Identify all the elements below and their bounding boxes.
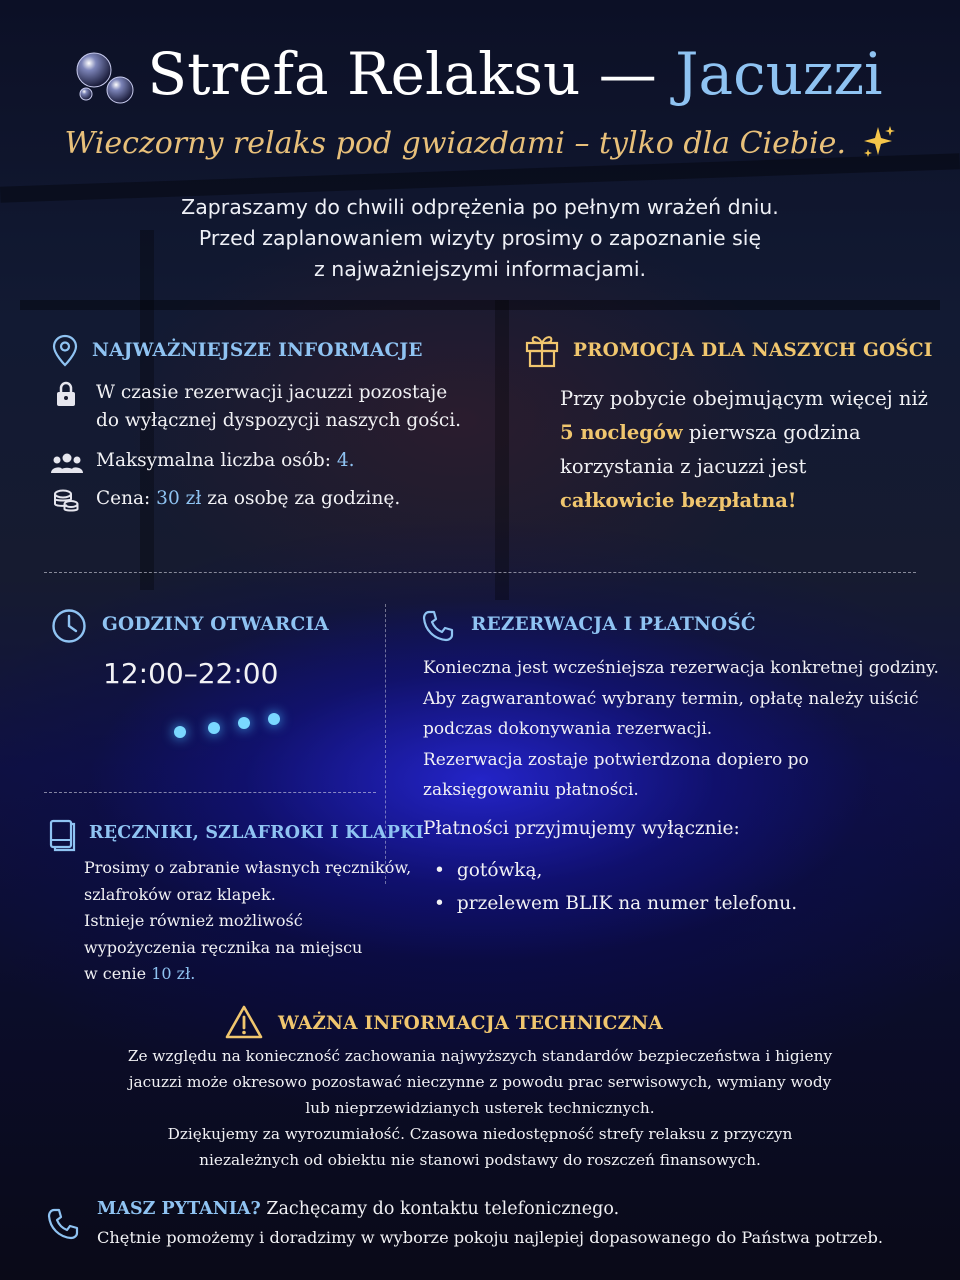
coins-icon <box>53 488 79 514</box>
hours-title: GODZINY OTWARCIA <box>102 614 329 635</box>
towels-line: szlafroków oraz klapek. <box>84 884 276 904</box>
section-divider <box>44 572 916 573</box>
intro-line: Przed zaplanowaniem wizyty prosimy o zapoznanie się <box>198 226 762 250</box>
reservation-line: podczas dokonywania rezerwacji. <box>423 719 713 739</box>
info-title: NAJWAŻNIEJSZE INFORMACJE <box>92 340 423 361</box>
clock-icon <box>51 608 87 644</box>
info-item-price <box>96 488 400 509</box>
promo-free: całkowicie bezpłatna! <box>560 489 797 512</box>
people-icon <box>51 452 83 474</box>
info-item-max-persons <box>96 450 355 471</box>
warning-icon <box>224 1004 264 1040</box>
technical-line: niezależnych od obiektu nie stanowi podstawy do roszczeń finansowych. <box>199 1151 761 1169</box>
jacuzzi-light <box>238 717 250 729</box>
reservation-line: Konieczna jest wcześniejsza rezerwacja konkretnej godziny. <box>423 658 939 678</box>
towel-icon <box>47 818 77 852</box>
payment-item: • przelewem BLIK na numer telefonu. <box>434 887 797 920</box>
info-item-line: W czasie rezerwacji jacuzzi pozostaje <box>96 382 448 403</box>
promo-line <box>560 484 928 518</box>
intro-line: Zapraszamy do chwili odprężenia po pełnym wrażeń dniu. <box>181 195 779 219</box>
page-title <box>0 40 960 108</box>
title-highlight: Jacuzzi <box>675 40 883 108</box>
price-value: 30 zł <box>156 488 202 509</box>
promo-line: korzystania z jacuzzi jest <box>560 455 807 478</box>
payments-list <box>434 854 797 920</box>
towels-line: Istnieje również możliwość <box>84 911 303 930</box>
towel-price-value: 10 zł. <box>151 964 196 983</box>
reservation-title: REZERWACJA I PŁATNOŚĆ <box>471 614 756 635</box>
phone-icon <box>421 609 455 643</box>
payment-item: • gotówką, <box>434 854 797 887</box>
promo-nights: 5 noclegów <box>560 421 683 444</box>
towels-line: Prosimy o zabranie własnych ręczników, <box>84 858 412 877</box>
reservation-line: Rezerwacja zostaje potwierdzona dopiero po <box>423 749 809 770</box>
gift-icon <box>524 332 560 368</box>
towels-text <box>84 855 411 988</box>
info-item-line: do wyłącznej dyspozycji naszych gości. <box>96 410 462 431</box>
section-divider <box>44 792 376 793</box>
towel-price-label: w cenie <box>84 964 147 983</box>
phone-icon <box>46 1207 80 1241</box>
contact-text: Zachęcamy do kontaktu telefonicznego. <box>266 1199 620 1219</box>
jacuzzi-light <box>268 713 280 725</box>
intro-text <box>0 192 960 285</box>
price-suffix: za osobę za godzinę. <box>207 488 401 509</box>
jacuzzi-light <box>174 726 186 738</box>
sparkles-icon <box>862 125 896 159</box>
subtitle-text: Wieczorny relaks pod gwiazdami – tylko dla Ciebie. <box>64 126 846 161</box>
location-pin-icon <box>52 334 78 368</box>
technical-text <box>0 1043 960 1173</box>
pergola-post <box>495 300 509 600</box>
towels-line: wypożyczenia ręcznika na miejscu <box>84 937 363 957</box>
price-label: Cena: <box>96 488 151 509</box>
reservation-line: zaksięgowaniu płatności. <box>423 780 639 800</box>
max-persons-label: Maksymalna liczba osób: <box>96 450 331 471</box>
pergola-beam <box>20 300 940 310</box>
contact-line1 <box>97 1199 619 1219</box>
contact-title: MASZ PYTANIA? <box>97 1199 261 1219</box>
towels-line <box>84 961 411 988</box>
technical-title: WAŻNA INFORMACJA TECHNICZNA <box>278 1013 663 1034</box>
technical-line: Ze względu na konieczność zachowania najwyższych standardów bezpieczeństwa i higieny <box>127 1047 833 1065</box>
info-item-exclusive <box>96 379 461 435</box>
contact-line2: Chętnie pomożemy i doradzimy w wyborze pokoju najlepiej dopasowanego do Państwa potrzeb. <box>97 1228 884 1247</box>
max-persons-value: 4. <box>336 450 355 471</box>
reservation-text <box>423 653 939 806</box>
intro-line: z najważniejszymi informacjami. <box>313 257 647 281</box>
promo-title: PROMOCJA DLA NASZYCH GOŚCI <box>573 340 933 361</box>
promo-line-rest: pierwsza godzina <box>688 421 861 444</box>
technical-line: Dziękujemy za wyrozumiałość. Czasowa niedostępność strefy relaksu z przyczyn <box>167 1125 793 1143</box>
promo-line <box>560 416 928 450</box>
hours-value: 12:00–22:00 <box>103 657 279 690</box>
payments-title: Płatności przyjmujemy wyłącznie: <box>423 818 740 839</box>
technical-line: lub nieprzewidzianych usterek technicznych. <box>305 1099 655 1117</box>
title-main: Strefa Relaksu — <box>147 40 657 108</box>
lock-icon <box>55 381 77 407</box>
subtitle <box>0 125 960 161</box>
towels-title: RĘCZNIKI, SZLAFROKI I KLAPKI <box>89 823 424 843</box>
promo-text <box>560 382 928 518</box>
technical-line: jacuzzi może okresowo pozostawać nieczynne z powodu prac serwisowych, wymiany wody <box>128 1073 832 1091</box>
reservation-line: Aby zagwarantować wybrany termin, opłatę należy uiścić <box>423 688 919 709</box>
jacuzzi-light <box>208 722 220 734</box>
promo-line: Przy pobycie obejmującym więcej niż <box>560 387 928 410</box>
